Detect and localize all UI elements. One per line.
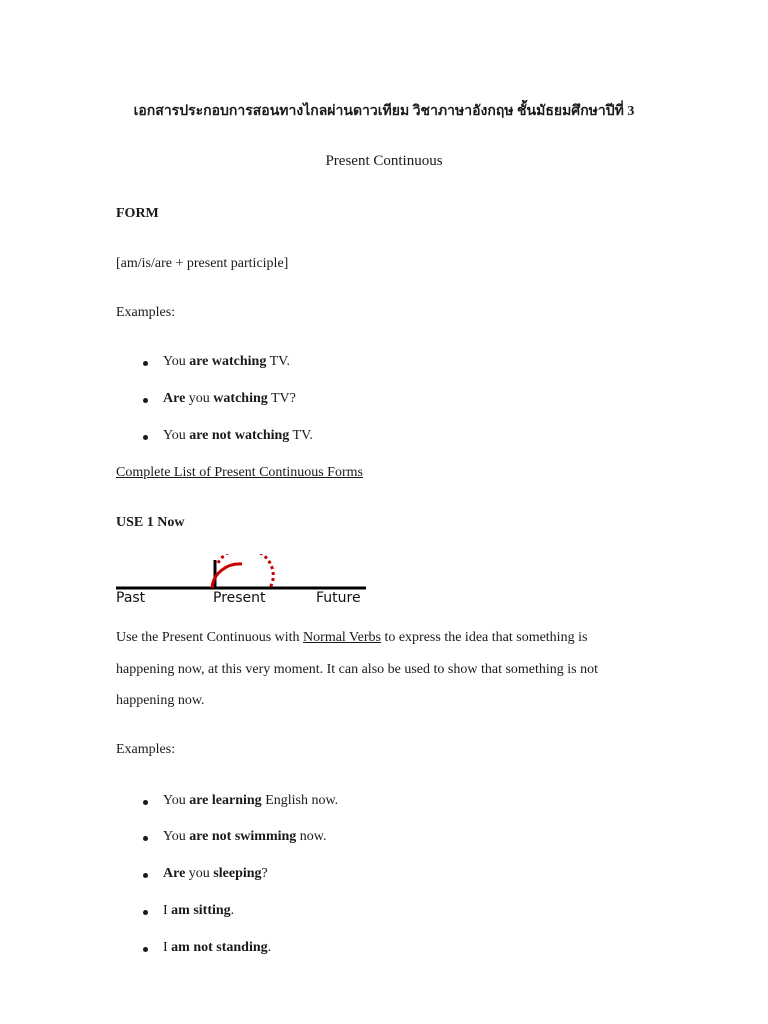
topic-title: Present Continuous — [325, 153, 443, 169]
list-item — [143, 354, 290, 370]
timeline-label-future: Future — [316, 590, 361, 606]
bullet-icon — [143, 836, 148, 841]
timeline-graphic — [114, 554, 370, 590]
use1-paragraph-line1: Use the Present Continuous with Normal Verbs to express the idea that something is — [116, 630, 588, 645]
bullet-icon — [143, 910, 148, 915]
bullet-icon — [143, 398, 148, 403]
example-text: Are you sleeping? — [163, 866, 268, 881]
bullet-icon — [143, 947, 148, 952]
use1-paragraph-line3: happening now. — [116, 693, 205, 708]
list-item — [143, 428, 313, 444]
use1-heading: USE 1 Now — [116, 515, 185, 530]
list-item — [143, 866, 268, 882]
document-title-thai: เอกสารประกอบการสอนทางไกลผ่านดาวเทียม วิชาภาษาอังกฤษ ชั้นมัธยมศึกษาปีที่ 3 — [133, 104, 635, 119]
example-text: Are you watching TV? — [163, 391, 296, 406]
bullet-icon — [143, 800, 148, 805]
form-formula: [am/is/are + present participle] — [116, 256, 289, 271]
example-text: I am sitting. — [163, 903, 235, 918]
list-item — [143, 829, 327, 845]
complete-forms-link[interactable]: Complete List of Present Continuous Forms — [116, 465, 363, 480]
bullet-icon — [143, 873, 148, 878]
arc-dashed — [218, 554, 273, 588]
timeline-label-present: Present — [213, 590, 266, 606]
timeline-diagram — [114, 554, 370, 608]
list-item — [143, 391, 296, 407]
example-text: You are learning English now. — [163, 793, 339, 808]
list-item — [143, 903, 234, 919]
list-item — [143, 793, 338, 809]
form-examples-label: Examples: — [116, 305, 176, 320]
bullet-icon — [143, 361, 148, 366]
example-text: I am not standing. — [163, 940, 272, 955]
use1-paragraph-line2: happening now, at this very moment. It can also be used to show that something is not — [116, 662, 599, 677]
example-text: You are not swimming now. — [163, 829, 327, 844]
use1-examples-label: Examples: — [116, 742, 176, 757]
list-item — [143, 940, 271, 956]
example-text: You are watching TV. — [163, 354, 290, 369]
example-text: You are not watching TV. — [163, 428, 313, 443]
bullet-icon — [143, 435, 148, 440]
form-heading: FORM — [116, 206, 159, 221]
normal-verbs-link[interactable]: Normal Verbs — [303, 630, 381, 645]
timeline-label-past: Past — [116, 590, 146, 606]
